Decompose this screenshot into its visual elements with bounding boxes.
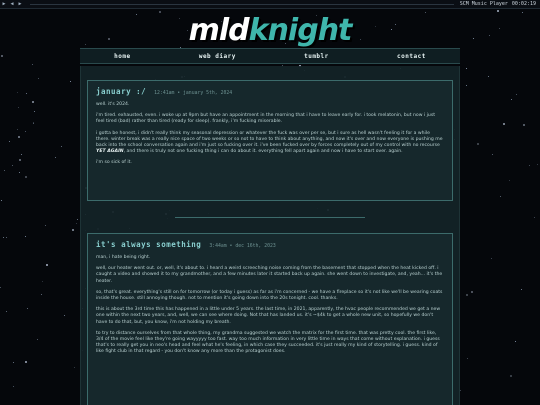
emphasis-text: YET AGAIN	[96, 149, 124, 155]
post-header	[96, 87, 444, 96]
post-divider	[175, 217, 365, 218]
play-icon[interactable]: ▶	[2, 1, 6, 7]
player-time: 00:02:19	[511, 1, 536, 7]
logo-text-part2: knight	[248, 12, 352, 48]
post-date: 12:41am • january 5th, 2024	[154, 91, 233, 96]
nav-web-diary[interactable]: web diary	[198, 52, 236, 60]
post-paragraph: well. it's 2024.	[96, 102, 130, 107]
site-logo[interactable]	[175, 11, 365, 49]
player-title: SCM Music Player	[459, 1, 508, 7]
post-paragraph: so, that's great. everything's still on for tomorrow (or today i guess) as far as i'm concerned - we have a fireplace so it's not like we'll be wearing coats inside the house. still annoying though. not to mention it's going down into the 20s tonight. cool. thanks.	[96, 289, 443, 302]
nav-home[interactable]: home	[114, 52, 131, 60]
post-paragraph: man, i hate being right.	[96, 255, 151, 260]
diary-post	[87, 233, 453, 405]
nav-tumblr[interactable]: tumblr	[304, 52, 329, 60]
main-nav	[80, 48, 460, 64]
post-header	[96, 240, 444, 249]
post-paragraph: well, our heater went out. or, well, it's about to. i heard a weird screeching noise coming from the basement that stopped when the heat kicked off. i caught a video and showed it to my grandmother, and a few minutes later it started back up again. she went down to investigate, and, yeah... it's the heater.	[96, 266, 443, 284]
next-icon[interactable]: ▶	[18, 1, 22, 7]
post-paragraph: i'm so sick of it.	[96, 160, 132, 166]
post-paragraph: i gotta be honest, i didn't really think my seasonal depression or whatever the fuck was over per se, but i sure as hell wasn't feeling it for a while there. winter break was a really nice space of two weeks or so not to have to think about anything, and now it's over and now everyone is pushing me back into the school conversation again and i'm just so fucking over it. i've been fucked over by forces completely out of my control with no recourse YET AGAIN, and there is truly not one fucking thing i can do about it. everything fell apart again and now i have to start over. again.	[96, 130, 443, 155]
post-title[interactable]: january :/	[96, 87, 147, 96]
prev-icon[interactable]: ◀	[10, 1, 14, 7]
logo-text-part1: mld	[188, 12, 249, 48]
post-date: 3:44am • dec 16th, 2023	[209, 244, 276, 249]
post-paragraph: i'm tired. exhausted, even. i woke up at 9pm but have an appointment in the morning that i have to leave early for. i took melatonin, but now i just feel tired (bad) rather than tired (ready for sleep). frankly, i'm fucking miserable.	[96, 113, 436, 125]
music-player-bar	[0, 0, 540, 9]
seek-bar[interactable]	[30, 4, 454, 5]
nav-contact[interactable]: contact	[397, 52, 426, 60]
diary-post	[87, 80, 453, 201]
post-title[interactable]: it's always something	[96, 240, 202, 249]
post-paragraph: to try to distance ourselves from that whole thing, my grandma suggested we watch the matrix for the first time. that was pretty cool. the first like, 3/4 of the movie feel like they're going wayyyyy too fast. way too much information in very little time in ways that come without explanation. i guess that's to really get you in neo's head and feel what he's feeling, in which case they succeeded. it's just really my kind of storytelling. i guess. kind of like fight club in that regard - you don't know any more than the protagonist does.	[96, 330, 440, 355]
post-paragraph: this is about the 3rd time this has happened in a little under 5 years. the last time, in 2021, apparently, the hvac people recommended we get a new one within the next two years, and, well, we can see where doing. Not that has landed us. it's ~$4k to get a whole new unit, so hopefully we don't have to do that, but, you know, i'm not holding my breath.	[96, 307, 441, 325]
